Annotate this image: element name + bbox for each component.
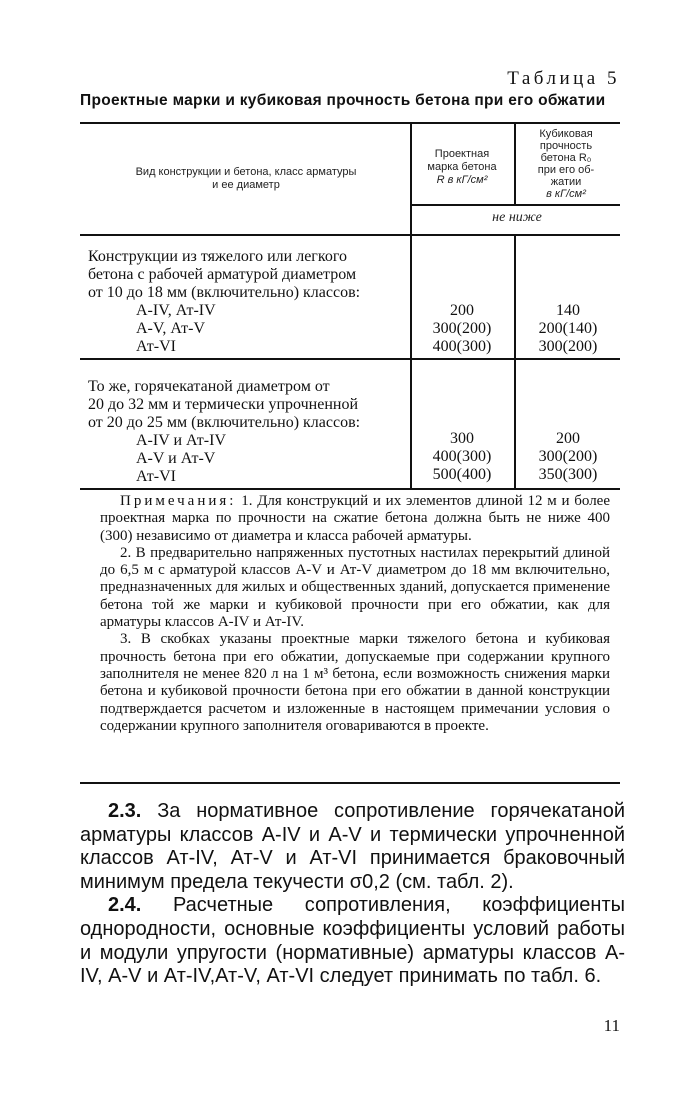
rebar-class: А-V, Ат-V [136, 320, 206, 337]
header-line: Проектная [434, 148, 490, 160]
rebar-class: Ат-VI [136, 338, 176, 355]
body-text [80, 800, 625, 989]
header-line: прочность [539, 140, 593, 152]
strength-value: 140 [556, 302, 580, 319]
rebar-class: А-V и Ат-V [136, 450, 216, 467]
strength-value: 350(300) [538, 466, 598, 483]
paragraph-text: Расчетные сопротивления, коэффициенты однородности, основные коэффициенты условий работы и модули упругости (нормативные) арматуры классов А-IV, А-V и Ат-IV,Ат-V, Ат-VI следует принимать по табл. 6. [80, 894, 625, 988]
table-title: Проектные марки и кубиковая прочность бетона при его обжатии [80, 92, 606, 109]
strength-value: 200 [556, 430, 580, 447]
header-line: в кГ/см² [546, 188, 586, 200]
rebar-class: А-IV и Ат-IV [136, 432, 226, 449]
header-line: R в кГ/см² [436, 174, 488, 186]
header-line: бетона R₀ [540, 152, 592, 164]
notes-label: Примечания: [120, 493, 237, 509]
table-row-1-strength [518, 302, 618, 356]
header-line: марка бетона [427, 161, 497, 173]
grade-value: 300 [450, 430, 474, 447]
table-number: Таблица 5 [507, 68, 620, 89]
header-line: при его об- [537, 164, 595, 176]
grade-value: 400(300) [432, 448, 492, 465]
note-3: 3. В скобках указаны проектные марки тяжелого бетона и кубиковая прочность бетона при его обжатии, допускаемые при содержании крупного заполнителя не менее 820 л на 1 м³ бетона, если возможность снижения марки бетона и кубиковой прочности бетона при его обжатии в данной конструкции подтверждается расчетом и изложенные в настоящем примечании условия о содержании крупного заполнителя оговариваются в проекте. [100, 631, 610, 734]
note-1 [100, 493, 610, 545]
header-construction-type [96, 166, 396, 192]
description-line: Конструкции из тяжелого или легкого [88, 248, 347, 265]
header-not-below: не ниже [492, 210, 542, 225]
grade-value: 400(300) [432, 338, 492, 355]
paragraph-2-3 [80, 800, 625, 894]
rebar-class: Ат-VI [136, 468, 176, 485]
header-line: жатии [550, 176, 582, 188]
paragraph-number: 2.3. [108, 800, 142, 822]
description-line: от 10 до 18 мм (включительно) классов: [88, 284, 361, 301]
note-2: 2. В предварительно напряженных пустотных настилах перекрытий длиной до 6,5 м с арматурой классов А-V и Ат-V диаметром до 18 мм включительно, предназначенных для жилых и общественных зданий, допускается применение бетона той же марки и кубиковой прочности при его обжатии, как для арматуры классов А-IV и Ат-IV. [100, 544, 610, 631]
paragraph-text: За нормативное сопротивление горячекатаной арматуры классов А-IV и А-V и термически упрочненной классов Ат-IV, Ат-V и Ат-VI принимается браковочный минимум предела текучести σ0,2 (см. табл. 2). [80, 800, 626, 893]
grade-value: 300(200) [432, 320, 492, 337]
header-line: Кубиковая [539, 128, 593, 140]
paragraph-2-4 [80, 894, 625, 988]
table-notes [100, 493, 610, 735]
strength-value: 300(200) [538, 338, 598, 355]
table-row-2-description [88, 378, 404, 486]
rebar-class: А-IV, Ат-IV [136, 302, 216, 319]
description-line: от 20 до 25 мм (включительно) классов: [88, 414, 361, 431]
header-line: и ее диаметр [212, 179, 280, 191]
table-row-1-grade [414, 302, 510, 356]
grade-value: 500(400) [432, 466, 492, 483]
page-number: 11 [603, 1016, 620, 1035]
header-cube-strength [514, 128, 618, 200]
grade-value: 200 [450, 302, 474, 319]
table-row-2-strength [518, 430, 618, 484]
description-line: бетона с рабочей арматурой диаметром [88, 266, 357, 283]
description-line: То же, горячекатаной диаметром от [88, 378, 330, 395]
table-row-1-description [88, 248, 404, 356]
header-design-grade [414, 148, 510, 187]
table-row-2-grade [414, 430, 510, 484]
note-1-text: 1. Для конструкций и их элементов длиной 12 м и более проектная марка по прочности на сжатие бетона должна быть не ниже 400 (300) независимо от диаметра и класса рабочей арматуры. [100, 493, 611, 544]
strength-value: 300(200) [538, 448, 598, 465]
strength-value: 200(140) [538, 320, 598, 337]
header-line: Вид конструкции и бетона, класс арматуры [135, 166, 357, 178]
paragraph-number: 2.4. [108, 894, 142, 917]
description-line: 20 до 32 мм и термически упрочненной [88, 396, 359, 413]
